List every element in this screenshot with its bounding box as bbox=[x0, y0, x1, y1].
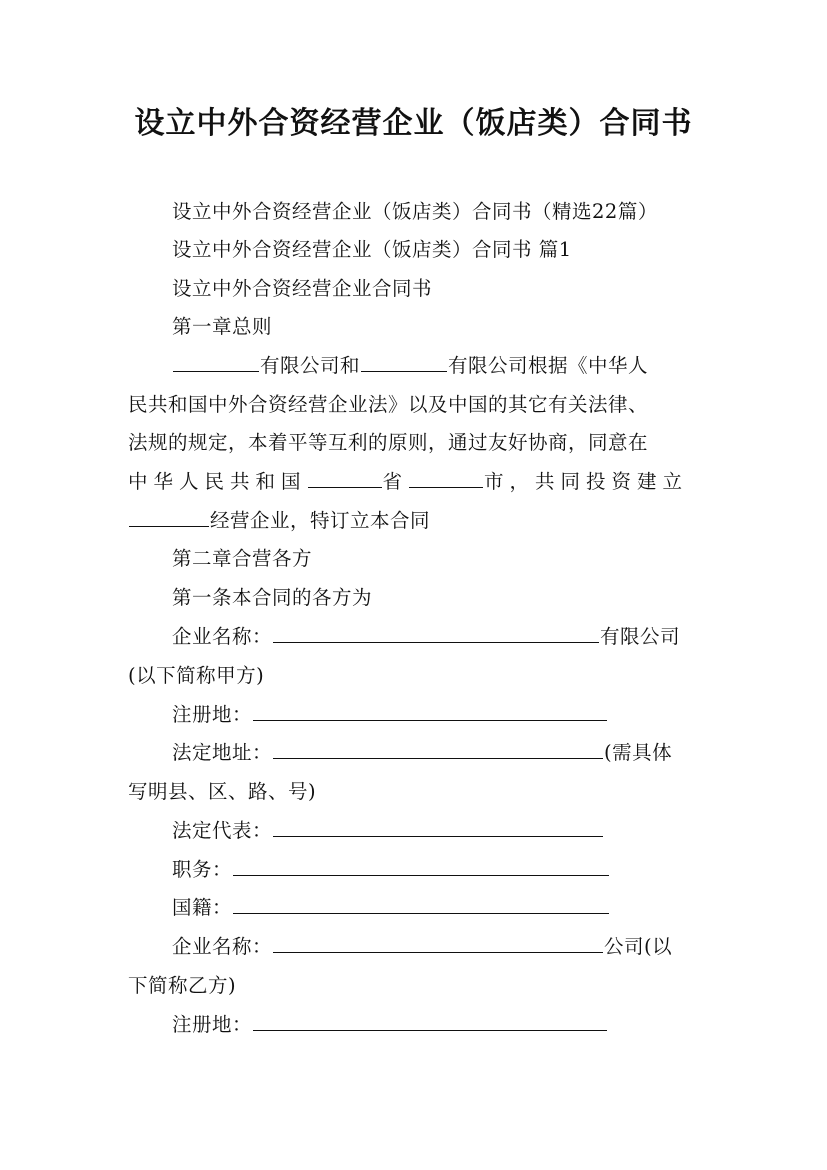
text-line bbox=[128, 967, 706, 1005]
fill-blank bbox=[273, 624, 599, 643]
text-line bbox=[128, 1006, 706, 1044]
article-heading: 第一条本合同的各方为 bbox=[172, 586, 373, 609]
fill-blank bbox=[308, 469, 382, 488]
text-line bbox=[128, 579, 706, 617]
text-line bbox=[128, 657, 706, 695]
field-suffix: 有限公司 bbox=[600, 625, 681, 648]
text-line bbox=[128, 463, 706, 501]
field-label: 法定代表： bbox=[172, 819, 273, 842]
text-line bbox=[128, 928, 706, 966]
paragraph-text: 民共和国中外合资经营企业法》以及中国的其它有关法律、 bbox=[128, 393, 649, 416]
fill-blank bbox=[273, 740, 603, 759]
paragraph-text: 中华人民共和国 bbox=[128, 470, 307, 493]
paragraph-text: 写明县、区、路、号) bbox=[128, 780, 317, 803]
paragraph-text: 经营企业，特订立本合同 bbox=[210, 509, 431, 532]
text-line bbox=[128, 618, 706, 656]
paragraph-text: 法规的规定，本着平等互利的原则，通过友好协商，同意在 bbox=[128, 431, 649, 454]
field-label: 职务： bbox=[172, 858, 233, 881]
paragraph-text: 省 bbox=[382, 470, 409, 493]
fill-blank bbox=[233, 895, 609, 914]
text-line bbox=[128, 386, 706, 424]
field-label: 企业名称： bbox=[172, 935, 273, 958]
paragraph-text: 市，共同投资建立 bbox=[484, 470, 689, 493]
text-line bbox=[128, 308, 706, 346]
text-line bbox=[128, 734, 706, 772]
text-line bbox=[128, 502, 706, 540]
text-line bbox=[128, 696, 706, 734]
fill-blank bbox=[129, 508, 209, 527]
paragraph-text: 有限公司和 bbox=[260, 354, 361, 377]
text-line bbox=[128, 270, 706, 308]
fill-blank bbox=[409, 469, 483, 488]
fill-blank bbox=[273, 818, 603, 837]
fill-blank bbox=[173, 353, 259, 372]
field-suffix: (需具体 bbox=[604, 741, 673, 764]
chapter-heading: 第一章总则 bbox=[172, 315, 273, 338]
text-line bbox=[128, 424, 706, 462]
field-label: 注册地： bbox=[172, 1013, 253, 1036]
field-suffix: 公司(以 bbox=[604, 935, 673, 958]
fill-blank bbox=[273, 934, 603, 953]
text-line bbox=[128, 347, 706, 385]
text-line bbox=[128, 851, 706, 889]
field-label: 国籍： bbox=[172, 896, 233, 919]
fill-blank bbox=[233, 857, 609, 876]
paragraph-text: (以下简称甲方) bbox=[128, 664, 265, 687]
fill-blank bbox=[361, 353, 447, 372]
text-line bbox=[128, 193, 706, 231]
paragraph-text: 下简称乙方) bbox=[128, 974, 237, 997]
fill-blank bbox=[253, 1012, 607, 1031]
field-label: 注册地： bbox=[172, 703, 253, 726]
contract-heading: 设立中外合资经营企业合同书 bbox=[172, 277, 433, 300]
subtitle-part: 设立中外合资经营企业（饭店类）合同书 篇1 bbox=[172, 238, 572, 261]
field-label: 法定地址： bbox=[172, 741, 273, 764]
field-label: 企业名称： bbox=[172, 625, 273, 648]
subtitle-collection: 设立中外合资经营企业（饭店类）合同书（精选22篇） bbox=[172, 200, 658, 223]
paragraph-text: 有限公司根据《中华人 bbox=[448, 354, 649, 377]
text-line bbox=[128, 812, 706, 850]
text-line bbox=[128, 540, 706, 578]
document-title: 设立中外合资经营企业（饭店类）合同书 bbox=[134, 106, 693, 141]
fill-blank bbox=[253, 702, 607, 721]
text-line bbox=[128, 773, 706, 811]
chapter-heading: 第二章合营各方 bbox=[172, 547, 313, 570]
text-line bbox=[128, 231, 706, 269]
text-line bbox=[128, 889, 706, 927]
